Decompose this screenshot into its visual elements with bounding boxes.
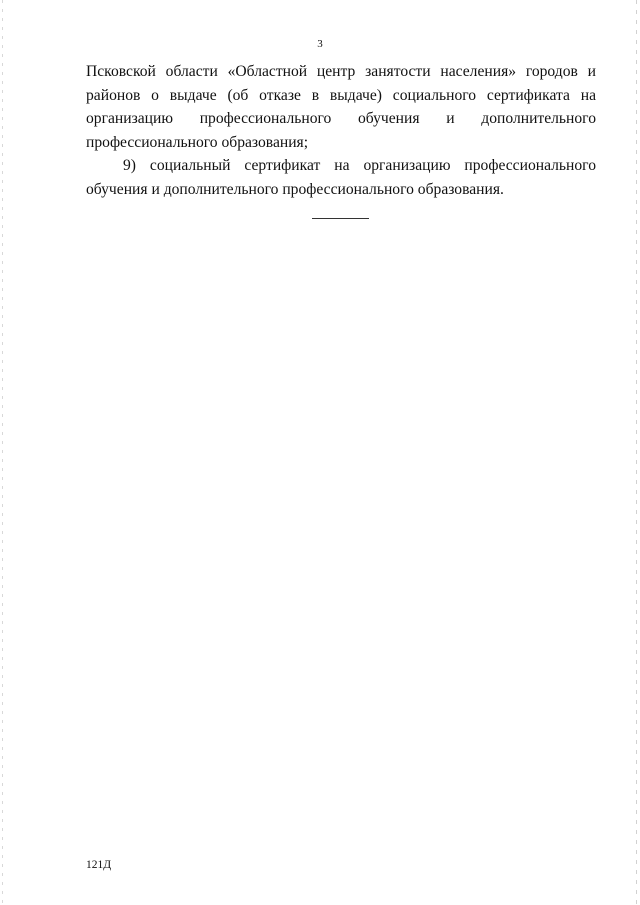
- text-line: районов о выдаче (об отказе в выдаче) социального сертификата на: [86, 86, 596, 104]
- footer-document-code: 121Д: [86, 859, 112, 871]
- text-line: 9) социальный сертификат на организацию профессионального: [123, 157, 596, 174]
- text-line: Псковской области «Областной центр занятости населения» городов и: [86, 63, 596, 80]
- text-line: профессионального образования;: [86, 133, 309, 151]
- paragraph-item-9: [86, 154, 596, 201]
- scan-right-edge: [636, 0, 637, 905]
- text-line: обучения и дополнительного профессионального образования.: [86, 180, 504, 198]
- page-number: 3: [317, 38, 323, 50]
- end-divider: [312, 218, 369, 219]
- scan-left-edge: [2, 0, 3, 905]
- paragraph-continuation: [86, 60, 596, 154]
- text-line: организацию профессионального обучения и дополнительного: [86, 110, 596, 127]
- document-body: [86, 60, 596, 201]
